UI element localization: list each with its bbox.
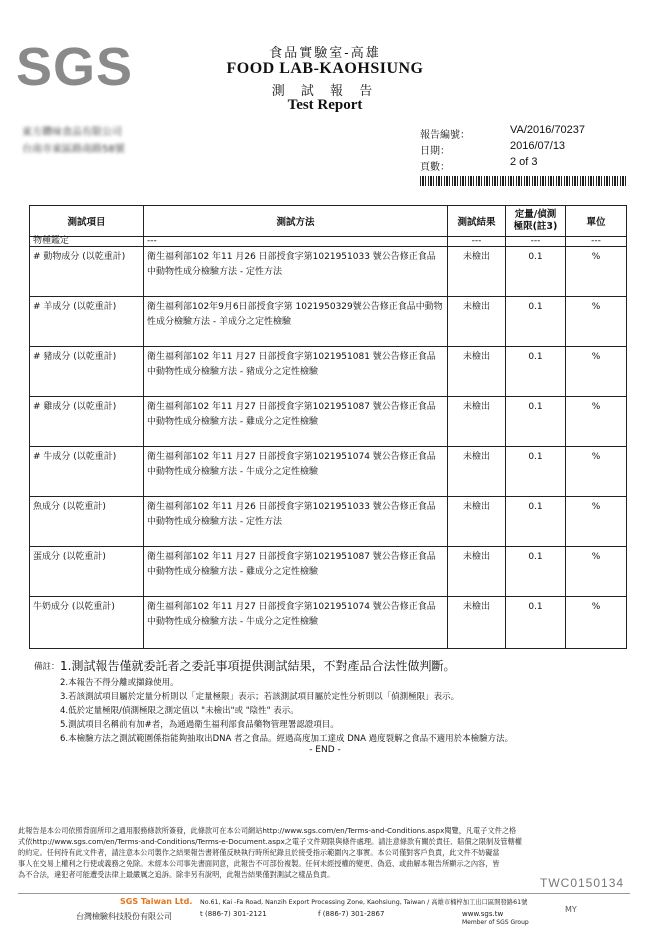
disclaimer-line: 式依http://www.sgs.com/en/Terms-and-Conditions/Terms-e-Document.aspx之電子文件期限與條件處理。請注意條款有關於責任、賠償之限制及管轄權 [18, 837, 522, 846]
cell-item: # 牛成分 (以乾重計) [30, 447, 144, 497]
col-header-limit-l1: 定量/偵測 [514, 209, 557, 220]
cell-limit: 0.1 [506, 597, 566, 649]
disclaimer [18, 825, 630, 880]
cell-method: 衛生福利部102 年11 月27 日部授食字第1021951087 號公告修正食品中動物性成分檢驗方法 - 雞成分之定性檢驗 [144, 397, 448, 447]
disclaimer-line: 事人在交易上權利之行使或義務之免除。未經本公司事先書面同意，此報告不可部份複製。任何未經授權的變更、偽造、或曲解本報告所顯示之內容，皆 [18, 859, 500, 868]
disclaimer-line: 的約定。任何持有此文件者，請注意本公司製作之結果報告書將僅反映執行時所紀錄且於接受指示範圍內之事實。本公司僅對客戶負責，此文件不妨礙當 [18, 848, 500, 857]
note-4: 4.低於定量極限/偵測極限之測定值以 "未檢出"或 "陰性" 表示。 [60, 706, 299, 716]
report-stamp: TWC0150134 [540, 876, 625, 890]
results-table [29, 205, 627, 649]
table-row [30, 447, 627, 497]
date-label: 日期： [420, 146, 450, 157]
footer-member: Member of SGS Group [462, 919, 529, 926]
cell-unit: % [566, 397, 627, 447]
note-6: 6.本檢驗方法之測試範圍係指能夠抽取出DNA 者之食品。經過高度加工達成 DNA 過度裂解之食品不適用於本檢驗方法。 [60, 734, 514, 744]
end-marker: - END - [309, 745, 341, 755]
footer-divider [18, 893, 630, 894]
table-row [30, 247, 627, 297]
cell-item: # 羊成分 (以乾重計) [30, 297, 144, 347]
cell-limit: 0.1 [506, 547, 566, 597]
disclaimer-line: 為不合法，違犯者可能遭受法律上最嚴厲之追訴。除非另有說明，此報告結果僅對測試之樣品負責。 [18, 870, 335, 879]
cell-method: 衛生福利部102 年11 月27 日部授食字第1021951074 號公告修正食品中動物性成分檢驗方法 - 牛成分之定性檢驗 [144, 597, 448, 649]
cell-unit: % [566, 447, 627, 497]
cell-item: 物種鑑定 [30, 237, 144, 247]
cell-unit: % [566, 597, 627, 649]
footer-company-cn: 台灣檢驗科技股份有限公司 [76, 912, 172, 921]
cell-item: 蛋成分 (以乾重計) [30, 547, 144, 597]
footer-tel: t (886-7) 301-2121 [200, 910, 267, 918]
table-row [30, 237, 627, 247]
cell-unit: % [566, 247, 627, 297]
notes-label: 備註： [34, 662, 60, 672]
footer-company-en: SGS Taiwan Ltd. [120, 897, 193, 906]
cell-method: 衛生福利部102 年11 月26 日部授食字第1021951033 號公告修正食品中動物性成分檢驗方法 - 定性方法 [144, 497, 448, 547]
note-5: 5.測試項目名稱前有加#者，為通過衛生福利部食品藥物管理署認證項目。 [60, 720, 339, 730]
footer-fax: f (886-7) 301-2867 [318, 910, 385, 918]
cell-result: 未檢出 [448, 547, 506, 597]
cell-limit: --- [506, 237, 566, 247]
cell-result: --- [448, 237, 506, 247]
footer-address: No.61, Kai -Fa Road, Nanzih Export Processing Zone, Kaohsiung, Taiwan / 高雄市楠梓加工出口區開發路61號 [200, 899, 528, 906]
cell-result: 未檢出 [448, 297, 506, 347]
cell-item: 魚成分 (以乾重計) [30, 497, 144, 547]
barcode [420, 176, 626, 186]
note-1: 1.測試報告僅就委託者之委託事項提供測試結果，不對產品合法性做判斷。 [60, 659, 456, 673]
cell-item: # 雞成分 (以乾重計) [30, 397, 144, 447]
cell-limit: 0.1 [506, 497, 566, 547]
footer-web: www.sgs.tw [462, 910, 504, 918]
table-row [30, 397, 627, 447]
cell-result: 未檢出 [448, 347, 506, 397]
table-row [30, 597, 627, 649]
cell-limit: 0.1 [506, 297, 566, 347]
table-row [30, 497, 627, 547]
page-number: 2 of 3 [510, 156, 538, 168]
page-label: 頁數： [420, 162, 450, 173]
col-header-limit [506, 206, 566, 237]
col-header-unit: 單位 [566, 206, 627, 237]
cell-method: 衛生福利部102 年11 月27 日部授食字第1021951081 號公告修正食品中動物性成分檢驗方法 - 豬成分之定性檢驗 [144, 347, 448, 397]
cell-limit: 0.1 [506, 397, 566, 447]
cell-method: 衛生福利部102年9月6日部授食字第 1021950329號公告修正食品中動物性成分檢驗方法 - 羊成分之定性檢驗 [144, 297, 448, 347]
lab-name-cn: 食品實驗室-高雄 [269, 46, 381, 61]
note-3: 3.若該測試項目屬於定量分析則以「定量極限」表示；若該測試項目屬於定性分析則以「偵測極限」表示。 [60, 692, 460, 702]
report-no-label: 報告編號： [420, 130, 470, 141]
cell-unit: % [566, 347, 627, 397]
cell-limit: 0.1 [506, 447, 566, 497]
col-header-limit-l2: 極限(註3) [513, 221, 558, 232]
report-title-cn: 測 試 報 告 [271, 84, 379, 99]
cell-unit: --- [566, 237, 627, 247]
cell-item: # 動物成分 (以乾重計) [30, 247, 144, 297]
cell-result: 未檢出 [448, 247, 506, 297]
report-title-en: Test Report [287, 97, 363, 113]
table-row [30, 297, 627, 347]
table-row [30, 347, 627, 397]
sgs-logo: SGS [16, 37, 134, 97]
cell-method: --- [144, 237, 448, 247]
cell-limit: 0.1 [506, 347, 566, 397]
table-row [30, 547, 627, 597]
note-2: 2.本報告不得分離或擷錄使用。 [60, 678, 179, 688]
client-address: 台南市東區路南路58號 [22, 144, 125, 155]
disclaimer-line: 此報告是本公司依照背面所印之通用服務條款所簽發，此條款可在本公司網站http://www.sgs.com/en/Terms-and-Conditions.aspx閱覽，凡電子文件之格 [18, 826, 517, 835]
cell-result: 未檢出 [448, 497, 506, 547]
cell-result: 未檢出 [448, 597, 506, 649]
col-header-result: 測試結果 [448, 206, 506, 237]
cell-item: 牛奶成分 (以乾重計) [30, 597, 144, 649]
lab-name-en: FOOD LAB-KAOHSIUNG [226, 60, 424, 77]
cell-result: 未檢出 [448, 397, 506, 447]
col-header-method: 測試方法 [144, 206, 448, 237]
cell-result: 未檢出 [448, 447, 506, 497]
cell-unit: % [566, 297, 627, 347]
cell-method: 衛生福利部102 年11 月26 日部授食字第1021951033 號公告修正食品中動物性成分檢驗方法 - 定性方法 [144, 247, 448, 297]
cell-limit: 0.1 [506, 247, 566, 297]
report-date: 2016/07/13 [510, 140, 566, 152]
report-no: VA/2016/70237 [510, 124, 586, 136]
initials: MY [565, 905, 577, 914]
cell-unit: % [566, 547, 627, 597]
cell-unit: % [566, 497, 627, 547]
client-name: 東方鑽味食品有限公司 [22, 127, 122, 138]
cell-item: # 豬成分 (以乾重計) [30, 347, 144, 397]
cell-method: 衛生福利部102 年11 月27 日部授食字第1021951074 號公告修正食品中動物性成分檢驗方法 - 牛成分之定性檢驗 [144, 447, 448, 497]
col-header-item: 測試項目 [30, 206, 144, 237]
cell-method: 衛生福利部102 年11 月27 日部授食字第1021951087 號公告修正食品中動物性成分檢驗方法 - 雞成分之定性檢驗 [144, 547, 448, 597]
